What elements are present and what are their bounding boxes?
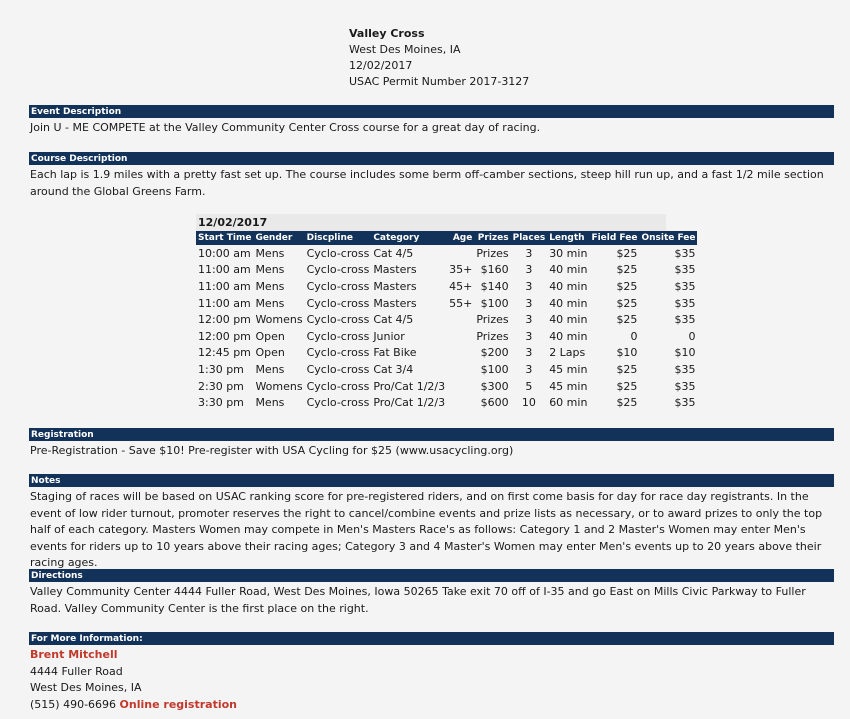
cell-discipline: Cyclo-cross [306,346,370,360]
cell-onsite-fee: $35 [674,296,696,310]
contact-address: 4444 Fuller Road [30,664,123,678]
cell-start-time: 2:30 pm [198,379,244,393]
cell-field-fee: $25 [616,396,638,410]
cell-category: Pro/Cat 1/2/3 [373,396,446,410]
cell-onsite-fee: $10 [674,346,696,360]
table-row [196,394,697,411]
cell-category: Junior [373,329,405,343]
registration-text: Pre-Registration - Save $10! Pre-register with USA Cycling for $25 (www.usacycling.org) [30,444,514,457]
contact-block [29,647,834,713]
cell-places: 3 [525,263,533,277]
cell-prizes: Prizes [476,329,509,343]
event-title: Valley Cross [349,27,425,40]
table-row [196,278,697,295]
cell-field-fee: $25 [616,296,638,310]
cell-prizes: $140 [480,279,509,293]
col-length: Length [549,233,585,243]
cell-discipline: Cyclo-cross [306,279,370,293]
cell-discipline: Cyclo-cross [306,329,370,343]
course-description-section [29,152,834,200]
cell-onsite-fee: $35 [674,396,696,410]
race-schedule [196,214,696,411]
cell-start-time: 12:00 pm [198,313,251,327]
online-registration-link[interactable]: Online registration [119,697,237,711]
cell-field-fee: 0 [630,329,638,343]
cell-places: 5 [525,379,533,393]
contact-name-link[interactable]: Brent Mitchell [30,648,118,661]
cell-start-time: 12:45 pm [198,346,251,360]
notes-heading: Notes [29,474,834,487]
cell-discipline: Cyclo-cross [306,263,370,277]
cell-start-time: 11:00 am [198,279,251,293]
cell-age [447,345,474,362]
event-description-section [29,105,834,137]
cell-places: 3 [525,279,533,293]
contact-city: West Des Moines, IA [30,681,142,694]
cell-age: 55+ [449,296,473,310]
cell-start-time: 11:00 am [198,296,251,310]
cell-field-fee: $25 [616,263,638,277]
cell-category: Masters [373,279,417,293]
cell-gender: Open [255,346,285,360]
schedule-table [196,231,697,411]
notes-section [29,474,834,572]
notes-text: Staging of races will be based on USAC ranking score for pre-registered riders, and on first come basis for day for race day registrants. In the event of low rider turnout, promoter reserves the right to cancel/combine events and prize lists as necessary, or to award prizes to only the top half of each category. Masters Women may compete in Men's Masters Race's as follows: Category 1 and 2 Master's Women may enter Men's events for riders up to 10 years above their racing ages; Category 3 and 4 Master's Women may enter Men's events up to 20 years above their racing ages. [30,490,823,569]
cell-gender: Mens [255,396,285,410]
cell-category: Cat 3/4 [373,362,414,376]
cell-length: 40 min [549,279,588,293]
cell-gender: Open [255,329,285,343]
table-row [196,245,697,262]
cell-start-time: 3:30 pm [198,396,244,410]
cell-onsite-fee: $35 [674,263,696,277]
cell-age: 35+ [449,263,473,277]
table-row [196,311,697,328]
cell-field-fee: $25 [616,246,638,260]
more-info-heading: For More Information: [29,632,834,645]
cell-category: Cat 4/5 [373,246,414,260]
cell-gender: Mens [255,362,285,376]
cell-places: 10 [521,396,536,410]
course-description-heading: Course Description [29,152,834,165]
cell-places: 3 [525,346,533,360]
table-row [196,361,697,378]
cell-start-time: 10:00 am [198,246,251,260]
directions-section [29,569,834,617]
col-start-time: Start Time [198,233,252,243]
contact-phone: (515) 490-6696 [30,697,117,711]
course-description-text: Each lap is 1.9 miles with a pretty fast set up. The course includes some berm off-camber sections, steep hill run up, and a fast 1/2 mile section around the Global Greens Farm. [30,168,824,198]
col-places: Places [512,233,546,243]
cell-length: 45 min [549,379,588,393]
cell-age [447,394,474,411]
cell-places: 3 [525,296,533,310]
cell-gender: Womens [255,379,303,393]
cell-gender: Mens [255,263,285,277]
event-description-text: Join U - ME COMPETE at the Valley Community Center Cross course for a great day of racing. [30,121,541,134]
event-location: West Des Moines, IA [349,43,461,56]
cell-discipline: Cyclo-cross [306,296,370,310]
cell-age [447,378,474,395]
col-field-fee: Field Fee [591,233,638,243]
cell-start-time: 11:00 am [198,263,251,277]
cell-age [447,328,474,345]
cell-prizes: Prizes [476,246,509,260]
cell-age [447,245,474,262]
cell-prizes: $100 [480,362,509,376]
cell-discipline: Cyclo-cross [306,396,370,410]
cell-category: Pro/Cat 1/2/3 [373,379,446,393]
table-row [196,295,697,312]
cell-start-time: 1:30 pm [198,362,244,376]
cell-start-time: 12:00 pm [198,329,251,343]
schedule-body [196,245,697,411]
cell-prizes: $600 [480,396,509,410]
col-gender: Gender [255,233,293,243]
cell-length: 40 min [549,263,588,277]
col-onsite-fee: Onsite Fee [641,233,696,243]
cell-discipline: Cyclo-cross [306,379,370,393]
cell-prizes: $300 [480,379,509,393]
cell-age [447,311,474,328]
cell-category: Fat Bike [373,346,417,360]
cell-prizes: $200 [480,346,509,360]
cell-prizes: Prizes [476,313,509,327]
table-row [196,328,697,345]
cell-places: 3 [525,362,533,376]
cell-length: 45 min [549,362,588,376]
cell-onsite-fee: $35 [674,246,696,260]
cell-length: 40 min [549,313,588,327]
cell-category: Masters [373,263,417,277]
cell-gender: Mens [255,246,285,260]
schedule-date: 12/02/2017 [196,214,666,231]
cell-places: 3 [525,246,533,260]
cell-discipline: Cyclo-cross [306,313,370,327]
cell-field-fee: $25 [616,362,638,376]
cell-age [447,361,474,378]
cell-discipline: Cyclo-cross [306,362,370,376]
cell-field-fee: $10 [616,346,638,360]
col-category: Category [373,233,420,243]
cell-discipline: Cyclo-cross [306,246,370,260]
cell-prizes: $160 [480,263,509,277]
event-date: 12/02/2017 [349,59,413,72]
registration-heading: Registration [29,428,834,441]
col-discipline: Discpline [306,233,353,243]
registration-section [29,428,834,460]
event-description-heading: Event Description [29,105,834,118]
permit-number: USAC Permit Number 2017-3127 [349,75,530,88]
cell-field-fee: $25 [616,279,638,293]
directions-text: Valley Community Center 4444 Fuller Road, West Des Moines, Iowa 50265 Take exit 70 off of I-35 and go East on Mills Civic Parkway to Fuller Road. Valley Community Center is the first place on the right. [30,585,806,615]
cell-length: 40 min [549,329,588,343]
schedule-header-row [196,231,697,245]
table-row [196,262,697,279]
col-age: Age [452,233,473,243]
cell-field-fee: $25 [616,379,638,393]
col-prizes: Prizes [477,233,509,243]
cell-places: 3 [525,313,533,327]
cell-onsite-fee: $35 [674,313,696,327]
event-header [349,26,529,90]
cell-gender: Mens [255,279,285,293]
directions-heading: Directions [29,569,834,582]
cell-onsite-fee: $35 [674,379,696,393]
table-row [196,345,697,362]
cell-gender: Womens [255,313,303,327]
cell-prizes: $100 [480,296,509,310]
cell-field-fee: $25 [616,313,638,327]
cell-length: 60 min [549,396,588,410]
cell-onsite-fee: $35 [674,362,696,376]
cell-places: 3 [525,329,533,343]
cell-category: Masters [373,296,417,310]
cell-gender: Mens [255,296,285,310]
cell-onsite-fee: 0 [688,329,696,343]
cell-length: 40 min [549,296,588,310]
cell-length: 30 min [549,246,588,260]
cell-age: 45+ [449,279,473,293]
cell-length: 2 Laps [549,346,586,360]
table-row [196,378,697,395]
cell-onsite-fee: $35 [674,279,696,293]
cell-category: Cat 4/5 [373,313,414,327]
more-info-section [29,632,834,713]
